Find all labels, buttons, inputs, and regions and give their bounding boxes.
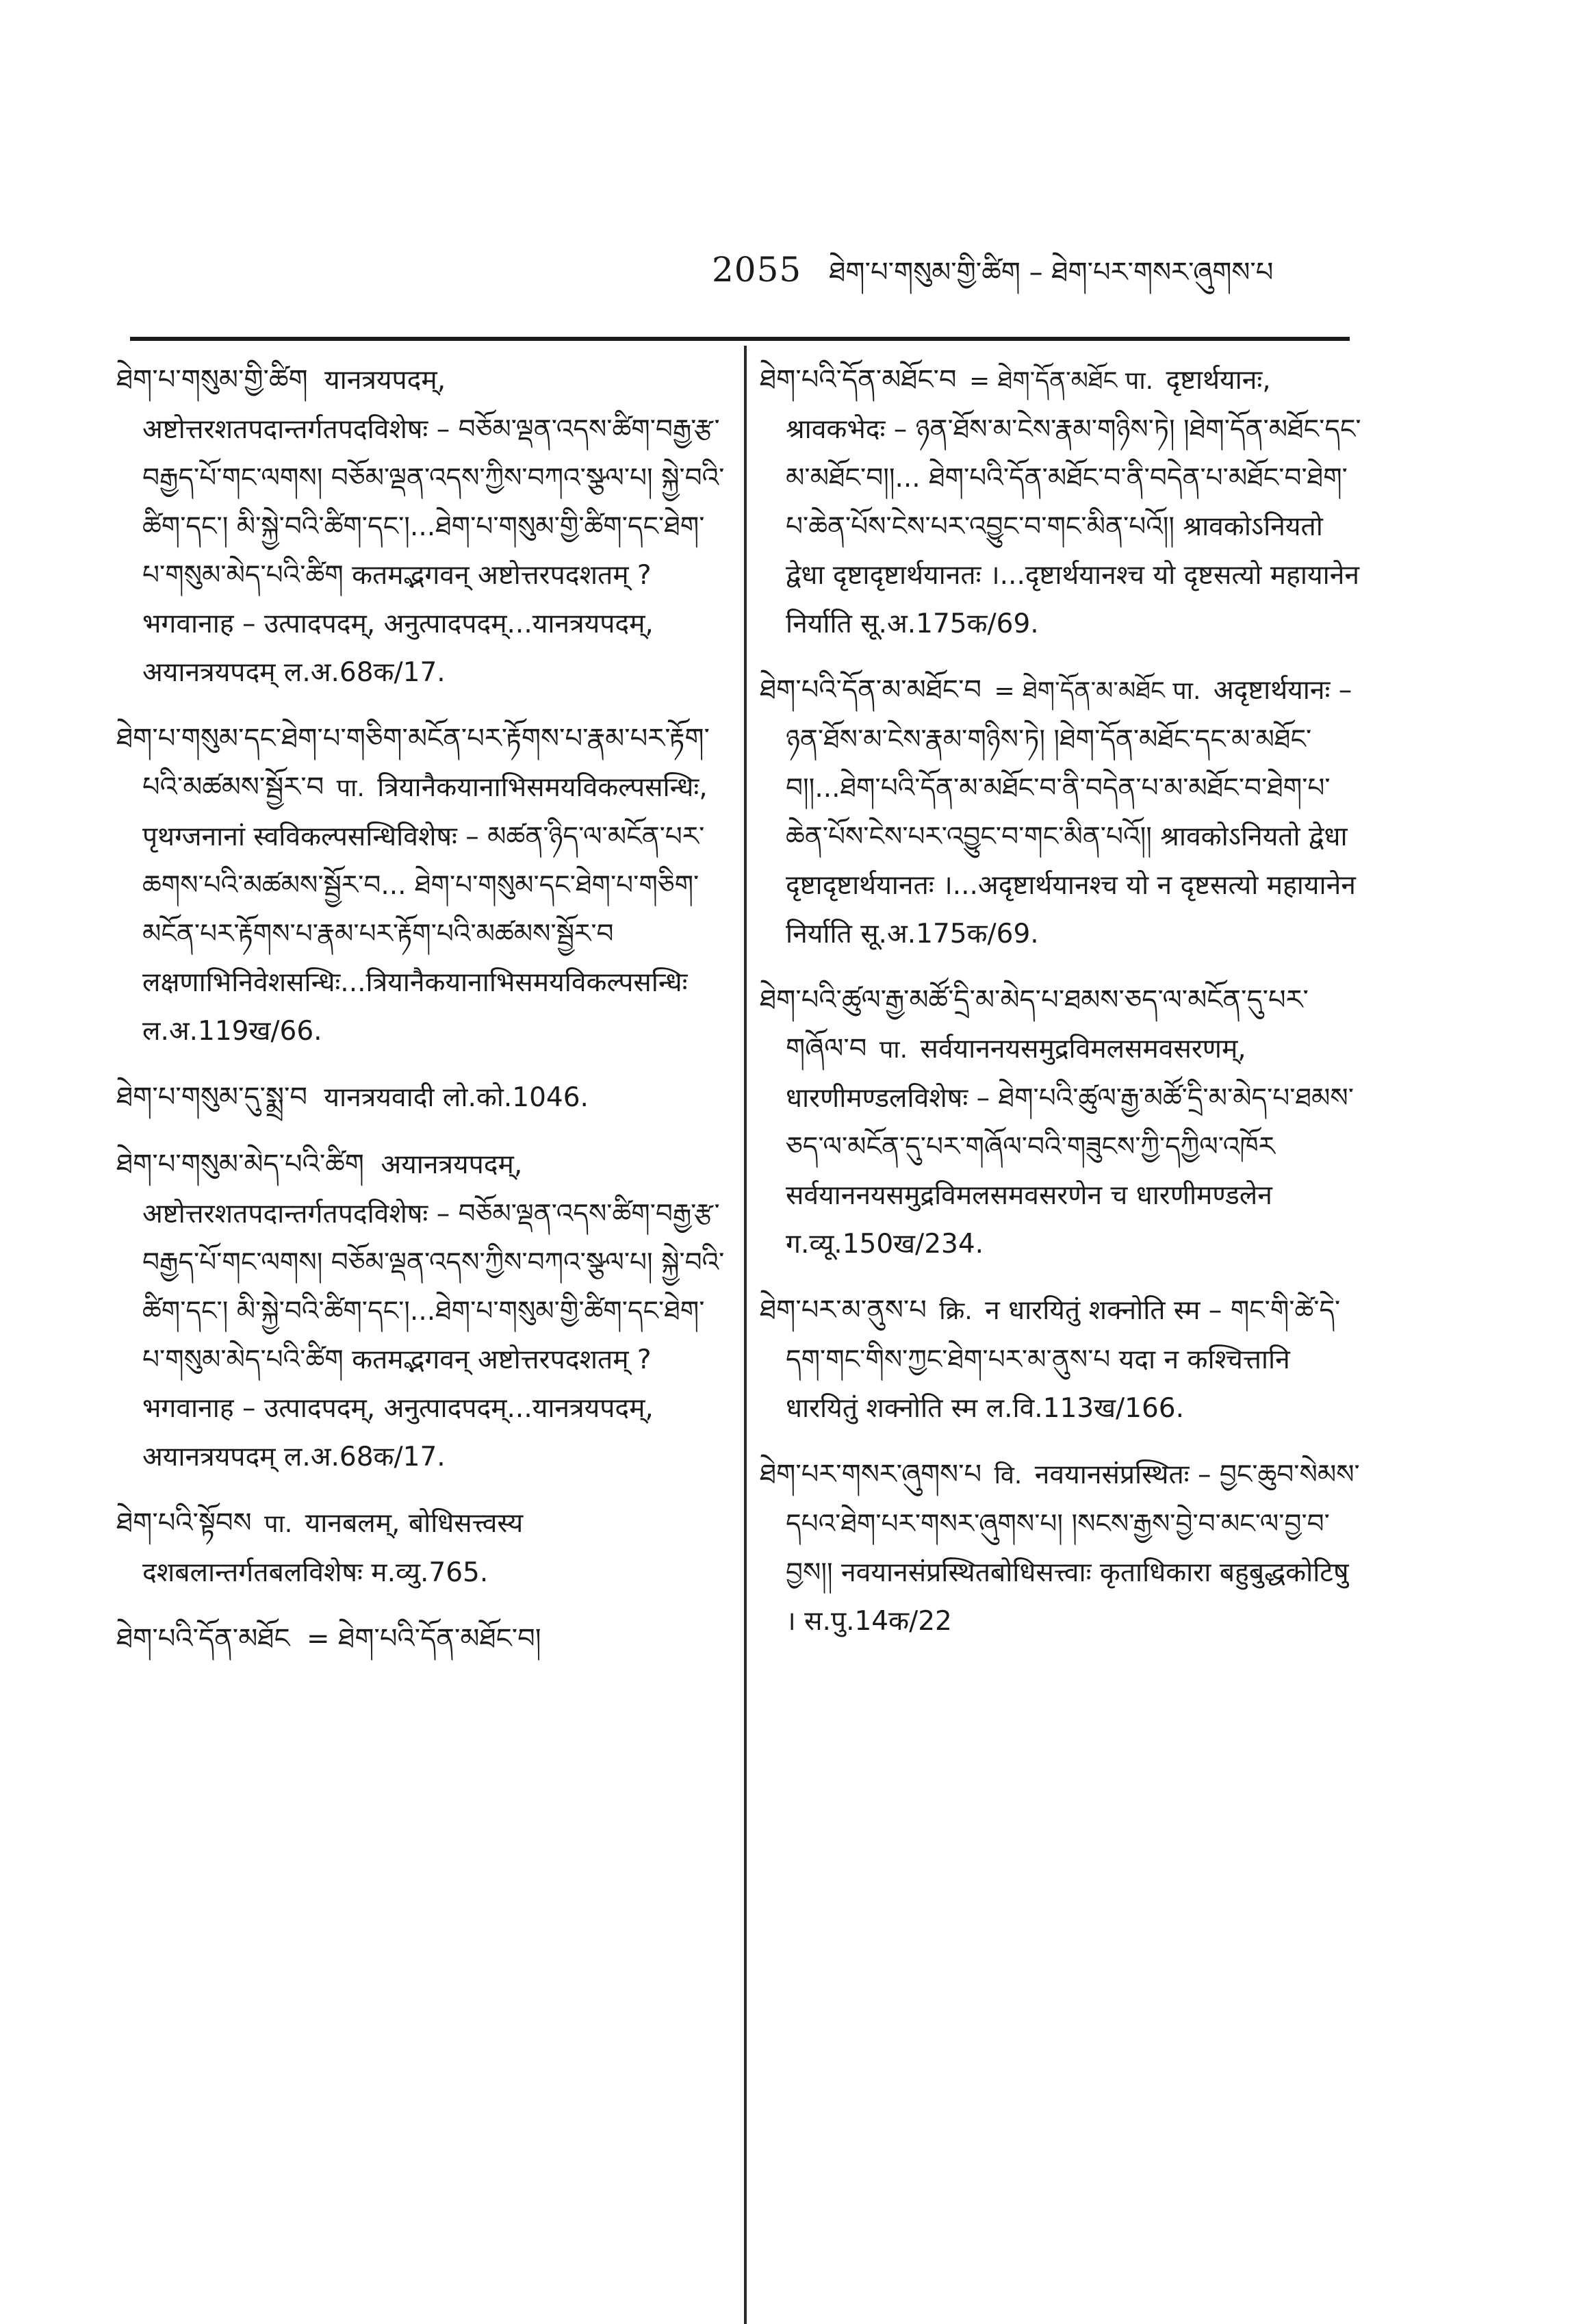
entry-text: त्रियानैकयानाभिसमयविकल्पसन्धिः, पृथग्जनानां स्वविकल्पसन्धिविशेषः – མཚན་ཉིད་ལ་མངོན་པར་ཆགས་པའི་མཚམས་སྦྱོར་བ... ཐེག་པ་གསུམ་དང་ཐེག་པ་གཅིག་མངོན་པར་རྟོགས་པ་རྣམ་པར་རྟོག་པའི་མཚམས་སྦྱོར་བ लक्षणाभिनिवेशसन्धिः...त्रियानैकयानाभिसमयविकल्पसन्धिः ल.अ.119ख/66. [142,772,708,1047]
header-rule [130,337,1350,341]
dictionary-entry [116,356,726,697]
entry-text: अयानत्रयपदम्, अष्टोत्तरशतपदान्तर्गतपदविशेषः – བཅོམ་ལྡན་འདས་ཚིག་བརྒྱ་རྩ་བརྒྱད་པོ་གང་ལགས། བཅོམ་ལྡན་འདས་ཀྱིས་བཀའ་སྩལ་པ། སྐྱེ་བའི་ཚིག་དང་། མི་སྐྱེ་བའི་ཚིག་དང་།...ཐེག་པ་གསུམ་གྱི་ཚིག་དང་ཐེག་པ་གསུམ་མེད་པའི་ཚིག कतमद्भगवन् अष्टोत्तरपदशतम् ? भगवानाह – उत्पादपदम्, अनुत्पादपदम्...यानत्रयपदम्, अयानत्रयपदम् ल.अ.68क/17. [142,1149,725,1472]
entry-headword: ཐེག་པར་གསར་ཞུགས་པ [760,1459,982,1490]
entry-headword: ཐེག་པའི་དོན་མཐོང [116,1623,290,1655]
entry-abbr: पा. [879,1036,908,1064]
dictionary-entry [116,1499,726,1597]
entry-text: अदृष्टार्थयानः – ཉན་ཐོས་མ་ངེས་རྣམ་གཉིས་ཏེ། །ཐེག་དོན་མཐོང་དང་མ་མཐོང་བ།།...ཐེག་པའི་དོན་མ་མཐོང་བ་ནི་བདེན་པ་མ་མཐོང་བ་ཐེག་པ་ཆེན་པོས་ངེས་པར་འབྱུང་བ་གང་མིན་པའོ།། श्रावकोऽनियतो द्वेधा दृष्टादृष्टार्थयानतः ।...अदृष्टार्थयानश्च यो न दृष्टसत्यो महायानेन निर्याति सू.अ.175क/69. [786,675,1356,949]
entry-headword: ཐེག་པ་གསུམ་གྱི་ཚིག [116,364,308,396]
entry-text: यानबलम्, बोधिसत्त्वस्य दशबलान्तर्गतबलविशेषः म.व्यु.765. [142,1508,524,1588]
entry-text: दृष्टार्थयानः, श्रावकभेदः – ཉན་ཐོས་མ་ངེས་རྣམ་གཉིས་ཏེ། །ཐེག་དོན་མཐོང་དང་མ་མཐོང་བ།།... ཐེག་པའི་དོན་མཐོང་བ་ནི་བདེན་པ་མཐོང་བ་ཐེག་པ་ཆེན་པོས་ངེས་པར་འབྱུང་བ་གང་མིན་པའོ།། श्रावकोऽनियतो द्वेधा दृष्टादृष्टार्थयानतः ।...दृष्टार्थयानश्च यो दृष्टसत्यो महायानेन निर्याति सू.अ.175क/69. [786,365,1361,639]
entry-abbr: = ཐེག་དོན་མ་མཐོང पा. [994,677,1201,705]
right-column [760,356,1362,1663]
dictionary-entry [116,1615,726,1664]
dictionary-entry [760,666,1362,958]
dictionary-entry [760,356,1362,648]
dictionary-entry [116,715,726,1056]
entry-text: = ཐེག་པའི་དོན་མཐོང་བ། [306,1623,541,1655]
running-head: ཐེག་པ་གསུམ་གྱི་ཚིག – ཐེག་པར་གསར་ཞུགས་པ [829,257,1274,288]
entry-text: यानत्रयपदम्, अष्टोत्तरशतपदान्तर्गतपदविशेषः – བཅོམ་ལྡན་འདས་ཚིག་བརྒྱ་རྩ་བརྒྱད་པོ་གང་ལགས། བཅོམ་ལྡན་འདས་ཀྱིས་བཀའ་སྩལ་པ། སྐྱེ་བའི་ཚིག་དང་། མི་སྐྱེ་བའི་ཚིག་དང་།...ཐེག་པ་གསུམ་གྱི་ཚིག་དང་ཐེག་པ་གསུམ་མེད་པའི་ཚིག कतमद्भगवन् अष्टोत्तरपदशतम् ? भगवानाह – उत्पादपदम्, अनुत्पादपदम्...यानत्रयपदम्, अयानत्रयपदम् ल.अ.68क/17. [142,365,725,688]
entry-abbr: पा. [336,774,365,802]
page-header [712,241,1387,289]
entry-headword: ཐེག་པའི་སྟོབས [116,1507,252,1539]
entry-headword: ཐེག་པའི་དོན་མཐོང་བ [760,364,957,396]
entry-abbr: क्रि. [939,1297,973,1325]
entry-text: नवयानसंप्रस्थितः – བྱང་ཆུབ་སེམས་དཔའ་ཐེག་པར་གསར་ཞུགས་པ། །སངས་རྒྱས་བྱེ་བ་མང་ལ་བྱ་བ་བྱས།། नवयानसंप्रस्थितबोधिसत्त्वाः कृताधिकारा बहुबुद्धकोटिषु । स.पु.14क/22 [786,1459,1360,1637]
entry-abbr: पा. [264,1510,293,1538]
entry-headword: ཐེག་པ་གསུམ་མེད་པའི་ཚིག [116,1149,364,1180]
column-divider [744,346,747,2324]
page-number: 2055 [712,250,802,290]
entry-headword: ཐེག་པ་གསུམ་དུ་སྨྲ་བ [116,1082,307,1113]
dictionary-entry [116,1140,726,1481]
dictionary-entry [116,1073,726,1123]
entry-abbr: = ཐེག་དོན་མཐོང पा. [968,367,1154,395]
entry-text: सर्वयाननयसमुद्रविमलसमवसरणम्, धारणीमण्डलविशेषः – ཐེག་པའི་ཚུལ་རྒྱ་མཚོ་དྲི་མ་མེད་པ་ཐམས་ཅད་ལ་མངོན་དུ་པར་གཞོལ་བའི་གཟུངས་ཀྱི་དཀྱིལ་འཁོར सर्वयाननयसमुद्रविमलसमवसरणेन च धारणीमण्डलेन ग.व्यू.150ख/234. [786,1034,1354,1260]
entry-headword: ཐེག་པའི་དོན་མ་མཐོང་བ [760,674,982,706]
dictionary-entry [760,1451,1362,1646]
entry-abbr: वि. [994,1461,1023,1490]
entry-headword: ཐེག་པའི་ཚུལ་རྒྱ་མཚོ་དྲི་མ་མེད་པ་ཐམས་ཅད་ལ་མངོན་དུ་པར་གཞོལ་བ [760,984,1309,1064]
entry-text: न धारयितुं शक्नोति स्म – གང་གི་ཚེ་དེ་དག་གང་གིས་ཀྱང་ཐེག་པར་མ་ནུས་པ यदा न कश्चित्तानि धारयितुं शक्नोति स्म ल.वि.113ख/166. [786,1295,1341,1424]
entry-headword: ཐེག་པར་མ་ནུས་པ [760,1294,927,1326]
dictionary-entry [760,1286,1362,1433]
left-column [116,356,726,1682]
dictionary-entry [760,976,1362,1268]
entry-text: यानत्रयवादी लो.को.1046. [324,1082,589,1113]
entry-headword: ཐེག་པ་གསུམ་དང་ཐེག་པ་གཅིག་མངོན་པར་རྟོགས་པ་རྣམ་པར་རྟོག་པའི་མཚམས་སྦྱོར་བ [116,723,710,803]
